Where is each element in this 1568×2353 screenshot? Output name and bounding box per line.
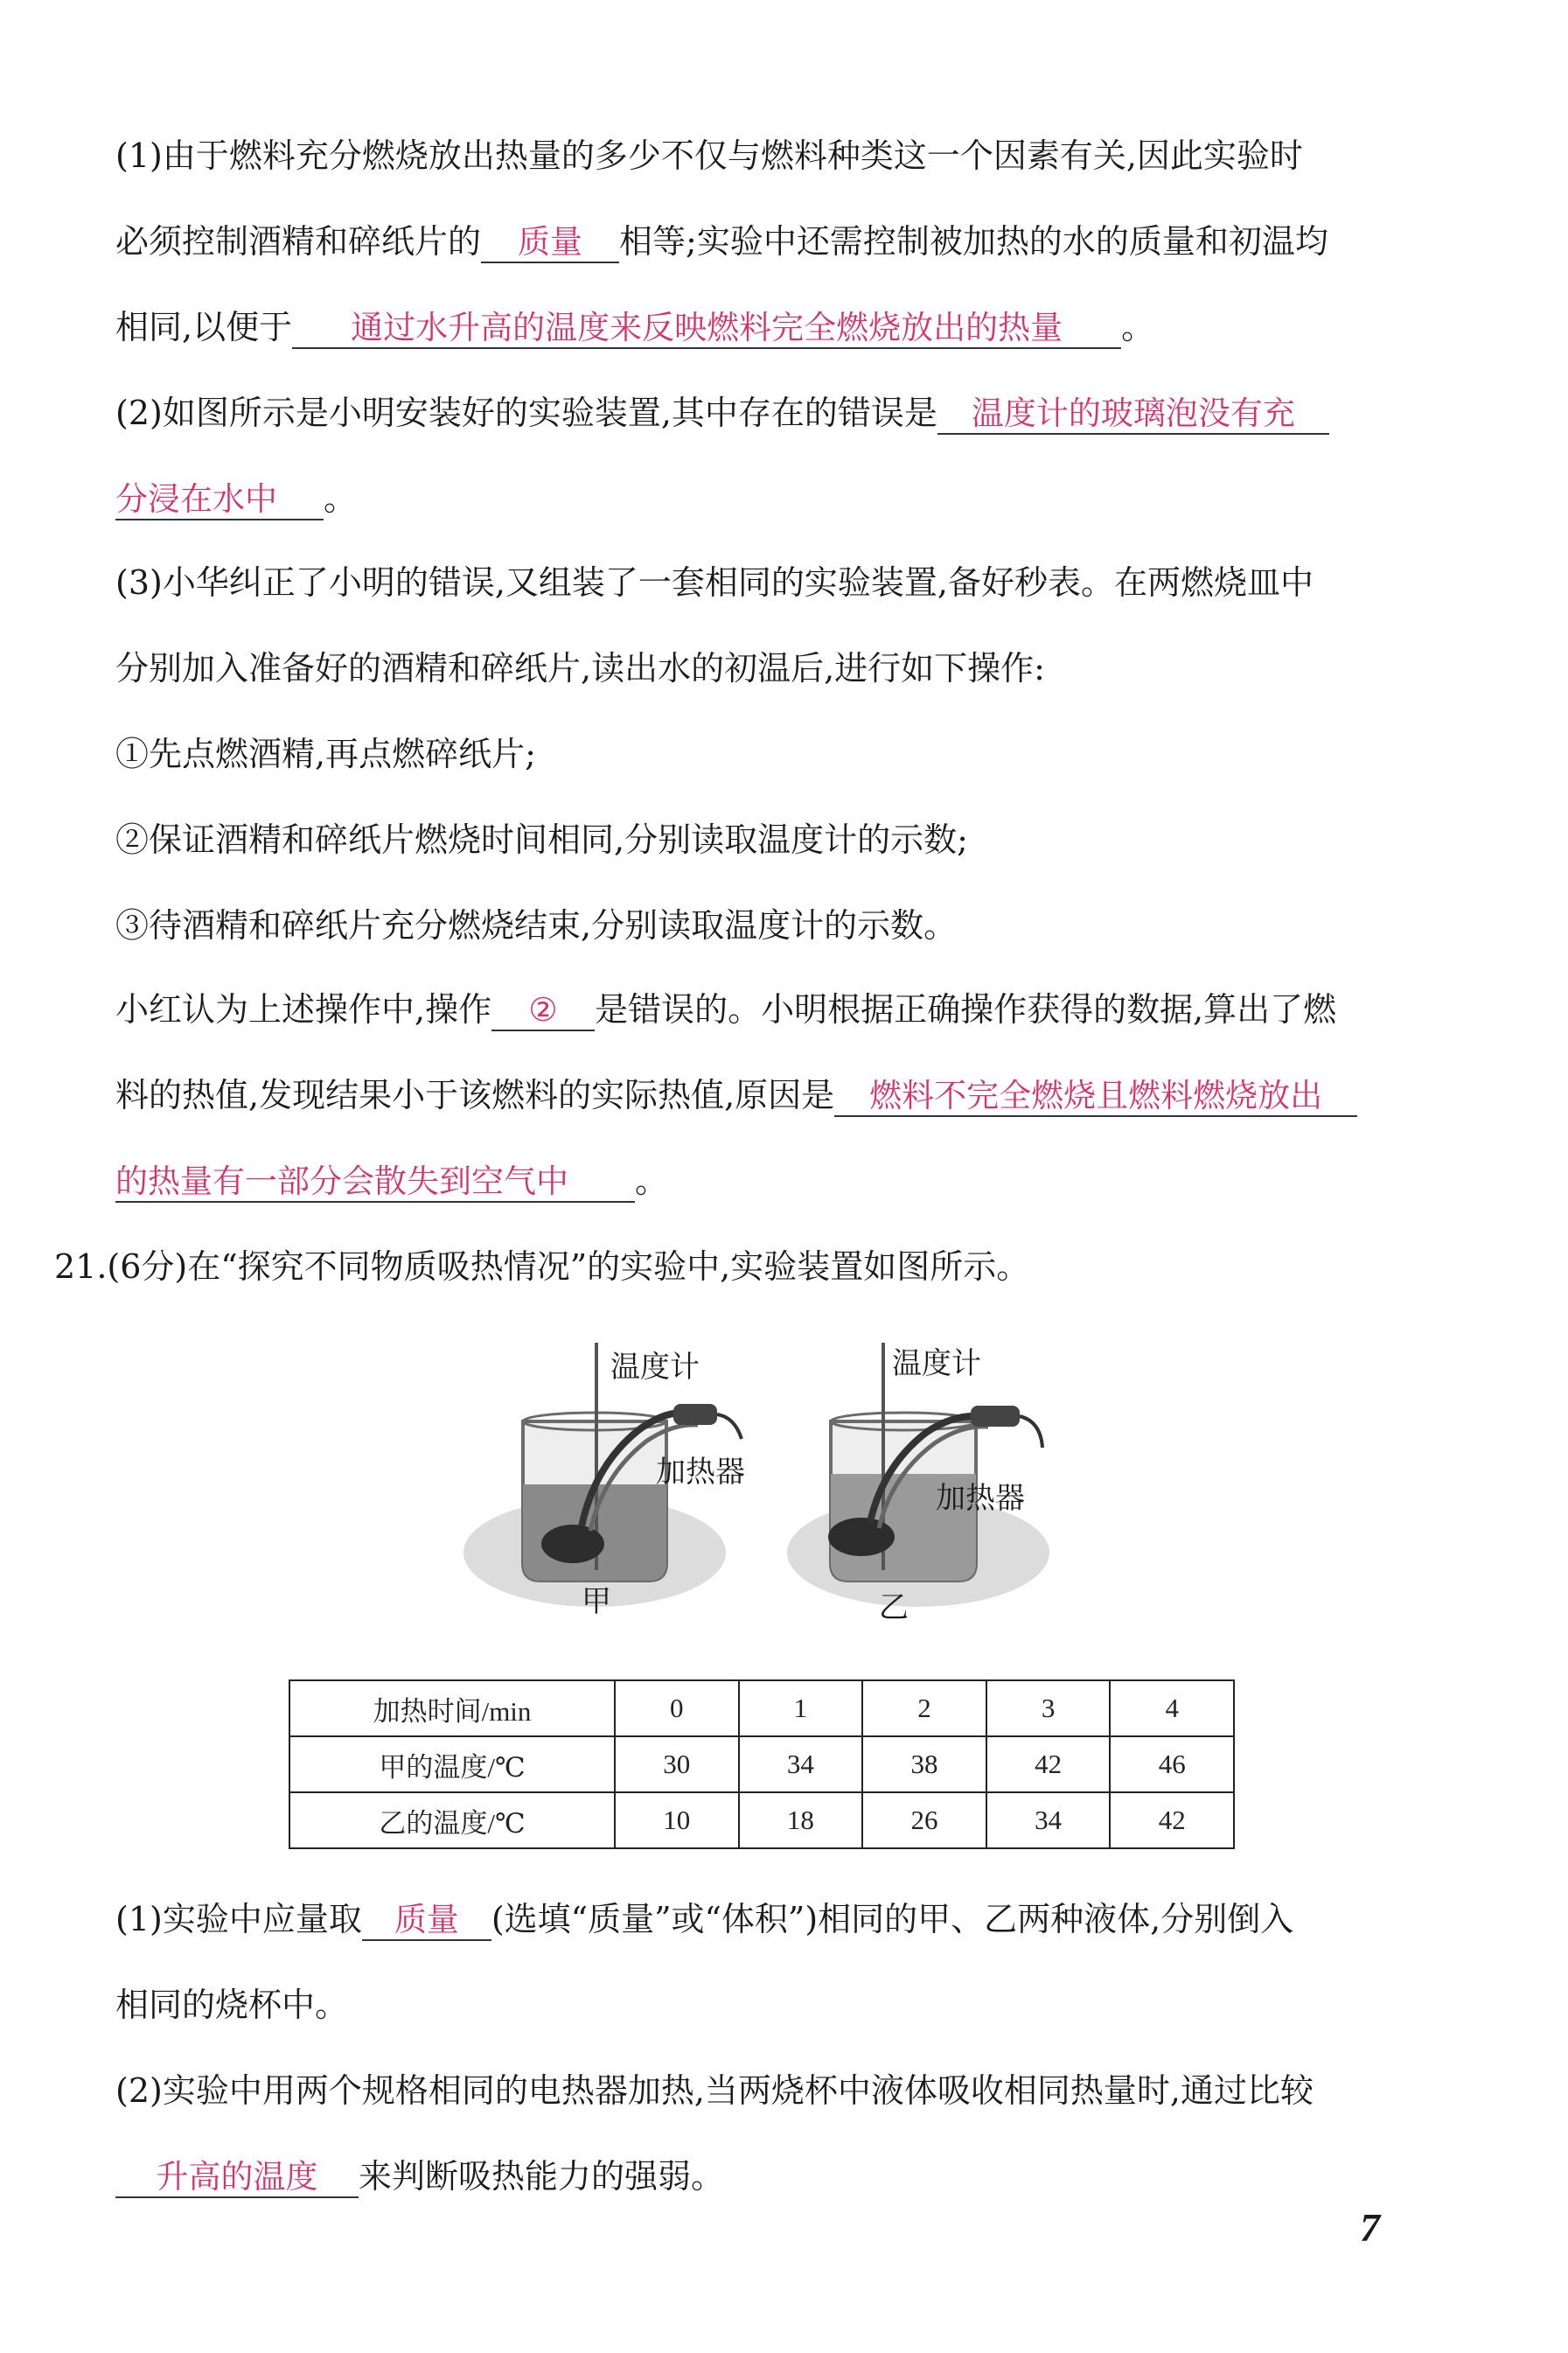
q21-part2-line1: (2)实验中用两个规格相同的电热器加热,当两烧杯中液体吸收相同热量时,通过比较: [115, 2071, 1314, 2110]
page-number: 7: [1360, 2205, 1380, 2250]
text: 料的热值,发现结果小于该燃料的实际热值,原因是: [115, 1076, 835, 1114]
answer-blank: 分浸在水中: [115, 480, 324, 520]
table-cell: 3: [986, 1680, 1111, 1736]
answer-blank: 的热量有一部分会散失到空气中: [115, 1163, 635, 1203]
table-cell: 10: [615, 1792, 739, 1848]
q21-part1-line1: [115, 1896, 1293, 1942]
thermometer-label-b: 温度计: [892, 1346, 981, 1381]
answer-blank: 质量: [362, 1901, 491, 1941]
experiment-figure: [463, 1334, 1093, 1640]
q20-part2-line1: [115, 390, 1329, 436]
table-row-label: 乙的温度/℃: [289, 1792, 615, 1848]
table-row: [289, 1680, 1234, 1736]
table-cell: 46: [1110, 1736, 1234, 1792]
table-row-label: 甲的温度/℃: [289, 1736, 615, 1792]
table-cell: 38: [862, 1736, 986, 1792]
table-cell: 42: [1110, 1792, 1234, 1848]
text: (2)如图所示是小明安装好的实验装置,其中存在的错误是: [115, 394, 937, 432]
q20-step2: ②保证酒精和碎纸片燃烧时间相同,分别读取温度计的示数;: [115, 820, 968, 859]
q20-part4-line1: [115, 987, 1336, 1032]
q21-title: 21.(6分)在“探究不同物质吸热情况”的实验中,实验装置如图所示。: [54, 1247, 1030, 1286]
text: 必须控制酒精和碎纸片的: [115, 222, 482, 261]
table-row: [289, 1792, 1234, 1848]
temperature-table: [289, 1679, 1235, 1849]
q20-step3: ③待酒精和碎纸片充分燃烧结束,分别读取温度计的示数。: [115, 906, 958, 945]
answer-blank: 质量: [481, 223, 619, 263]
q20-part3-line1: (3)小华纠正了小明的错误,又组装了一套相同的实验装置,备好秒表。在两燃烧皿中: [115, 563, 1314, 602]
q20-part1-line1: (1)由于燃料充分燃烧放出热量的多少不仅与燃料种类这一个因素有关,因此实验时: [115, 136, 1303, 175]
text: 。: [1121, 308, 1155, 346]
q20-part3-line2: 分别加入准备好的酒精和碎纸片,读出水的初温后,进行如下操作:: [115, 649, 1045, 688]
q20-part4-line2: [115, 1072, 1357, 1118]
table-cell: 34: [986, 1792, 1111, 1848]
q20-part1-line2: [115, 219, 1328, 264]
q20-part2-line2: [115, 476, 357, 521]
table-cell: 42: [986, 1736, 1111, 1792]
beaker-label-a: 甲: [582, 1584, 611, 1619]
answer-blank: 燃料不完全燃烧且燃料燃烧放出: [834, 1077, 1357, 1117]
q20-step1: ①先点燃酒精,再点燃碎纸片;: [115, 735, 536, 773]
text: 来判断吸热能力的强弱。: [359, 2157, 725, 2196]
answer-blank: 温度计的玻璃泡没有充: [937, 394, 1329, 435]
text: 。: [324, 479, 358, 518]
table-cell: 2: [862, 1680, 986, 1736]
table-cell: 4: [1110, 1680, 1234, 1736]
text: (选填“质量”或“体积”)相同的甲、乙两种液体,分别倒入: [491, 1900, 1294, 1938]
text: 小红认为上述操作中,操作: [115, 990, 492, 1029]
heater-label-b: 加热器: [936, 1481, 1025, 1516]
q20-part4-line3: [115, 1158, 668, 1204]
table-header-cell: 加热时间/min: [289, 1680, 615, 1736]
text: 相等;实验中还需控制被加热的水的质量和初温均: [619, 222, 1328, 261]
text: (1)实验中应量取: [115, 1900, 362, 1938]
q20-part1-line3: [115, 304, 1154, 350]
answer-blank: ②: [491, 991, 595, 1031]
table-cell: 0: [615, 1680, 739, 1736]
text: 相同,以便于: [115, 308, 293, 346]
table-cell: 34: [739, 1736, 863, 1792]
answer-blank: 通过水升高的温度来反映燃料完全燃烧放出的热量: [292, 309, 1121, 349]
beaker-label-b: 乙: [879, 1590, 909, 1625]
table-cell: 1: [739, 1680, 863, 1736]
table-row: [289, 1736, 1234, 1792]
text: 是错误的。小明根据正确操作获得的数据,算出了燃: [595, 990, 1337, 1029]
thermometer-label-a: 温度计: [610, 1350, 700, 1385]
heater-label-a: 加热器: [656, 1455, 745, 1490]
answer-blank: 升高的温度: [115, 2158, 359, 2198]
table-cell: 30: [615, 1736, 739, 1792]
q21-part2-line2: [115, 2154, 724, 2199]
q21-part1-line2: 相同的烧杯中。: [115, 1986, 349, 2024]
table-cell: 18: [739, 1792, 863, 1848]
text: 。: [635, 1162, 669, 1200]
table-cell: 26: [862, 1792, 986, 1848]
